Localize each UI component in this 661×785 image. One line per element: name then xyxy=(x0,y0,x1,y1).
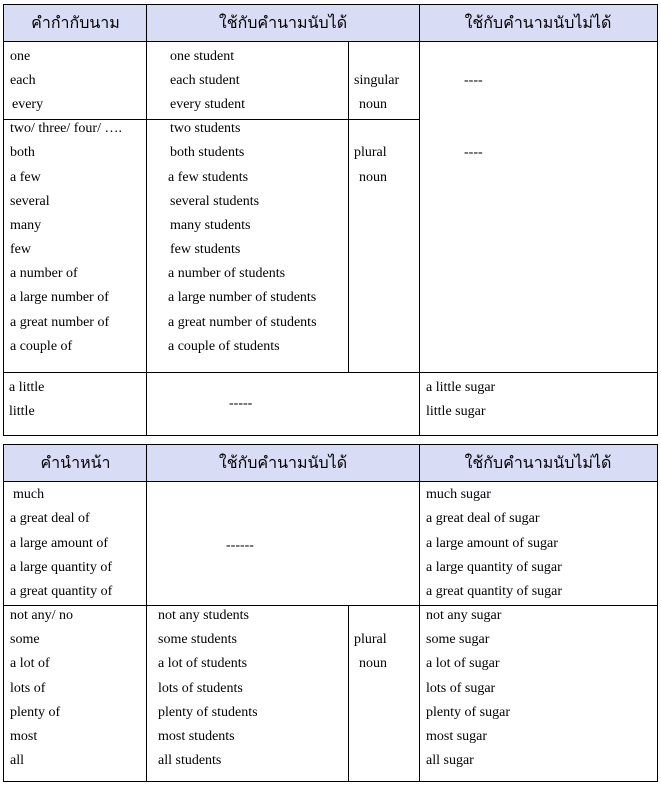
example-text: all students xyxy=(158,753,222,768)
determiner-text: all xyxy=(10,753,24,768)
header-uncountable: ใช้กับคำนามนับไม่ได้ xyxy=(464,13,612,32)
determiner-text: much xyxy=(13,487,45,502)
countable-dash: ------ xyxy=(226,538,254,553)
header-determiner: คำนำหน้า xyxy=(40,453,111,472)
determiner-text: both xyxy=(10,145,35,160)
uncountable-example: little sugar xyxy=(426,404,486,419)
determiner-text: a large number of xyxy=(10,290,109,305)
determiner-text: one xyxy=(10,49,31,64)
table-header-row xyxy=(4,445,657,482)
example-text: several students xyxy=(170,194,260,209)
uncountable-dash: ---- xyxy=(464,73,483,88)
example-text: each student xyxy=(170,73,240,88)
noun-type-text: singular xyxy=(354,73,400,88)
noun-type-text: noun xyxy=(359,97,387,112)
determiner-text: many xyxy=(10,218,42,233)
determiner-text: a little xyxy=(9,380,45,395)
determiner-text: few xyxy=(10,242,31,257)
determiner-text: each xyxy=(10,73,36,88)
determiner-text: lots of xyxy=(10,681,46,696)
column-divider xyxy=(419,5,420,435)
example-text: most students xyxy=(158,729,235,744)
uncountable-example: lots of sugar xyxy=(426,681,496,696)
example-text: a number of students xyxy=(168,266,286,281)
example-text: a couple of students xyxy=(168,339,280,354)
noun-type-text: plural xyxy=(354,145,387,160)
noun-type-text: noun xyxy=(359,656,387,671)
determiner-text: most xyxy=(10,729,38,744)
example-text: few students xyxy=(170,242,241,257)
example-text: a lot of students xyxy=(158,656,248,671)
uncountable-example: a large amount of sugar xyxy=(426,536,558,551)
uncountable-example: plenty of sugar xyxy=(426,705,510,720)
example-text: one student xyxy=(170,49,235,64)
table-header-row xyxy=(4,5,657,42)
example-text: two students xyxy=(170,121,241,136)
example-text: lots of students xyxy=(158,681,243,696)
header-countable: ใช้กับคำนามนับได้ xyxy=(218,13,348,32)
uncountable-example: most sugar xyxy=(426,729,488,744)
example-text: a few students xyxy=(168,170,249,185)
determiner-text: a number of xyxy=(10,266,78,281)
determiner-text: a great quantity of xyxy=(10,584,113,599)
determiner-text: a large amount of xyxy=(10,536,109,551)
determiner-text: a great number of xyxy=(10,315,110,330)
column-divider xyxy=(348,605,349,781)
example-text: many students xyxy=(170,218,251,233)
determiner-text: a great deal of xyxy=(10,511,90,526)
determiner-table-1 xyxy=(3,4,658,436)
example-text: a large number of students xyxy=(168,290,317,305)
uncountable-example: a great quantity of sugar xyxy=(426,584,563,599)
determiner-text: every xyxy=(12,97,44,112)
determiner-text: several xyxy=(10,194,50,209)
column-divider xyxy=(146,445,147,781)
example-text: not any students xyxy=(158,608,249,623)
uncountable-example: not any sugar xyxy=(426,608,502,623)
uncountable-example: a large quantity of sugar xyxy=(426,560,562,575)
determiner-text: a lot of xyxy=(10,656,50,671)
countable-dash: ----- xyxy=(229,396,253,411)
determiner-text: little xyxy=(9,404,35,419)
determiner-text: a couple of xyxy=(10,339,73,354)
header-countable: ใช้กับคำนามนับได้ xyxy=(218,453,348,472)
example-text: both students xyxy=(170,145,245,160)
noun-type-text: noun xyxy=(359,170,387,185)
example-text: every student xyxy=(170,97,246,112)
determiner-table-2 xyxy=(3,444,658,782)
row-divider xyxy=(4,605,657,606)
determiner-text: some xyxy=(10,632,40,647)
uncountable-example: a little sugar xyxy=(426,380,496,395)
uncountable-example: some sugar xyxy=(426,632,490,647)
example-text: some students xyxy=(158,632,237,647)
determiner-text: two/ three/ four/ …. xyxy=(10,121,122,136)
determiner-text: a large quantity of xyxy=(10,560,112,575)
uncountable-example: all sugar xyxy=(426,753,474,768)
uncountable-example: a lot of sugar xyxy=(426,656,500,671)
uncountable-example: a great deal of sugar xyxy=(426,511,540,526)
column-divider xyxy=(348,41,349,372)
column-divider xyxy=(419,445,420,781)
uncountable-example: much sugar xyxy=(426,487,491,502)
example-text: a great number of students xyxy=(168,315,317,330)
column-divider xyxy=(146,5,147,435)
uncountable-dash: ---- xyxy=(464,145,483,160)
determiner-text: not any/ no xyxy=(10,608,73,623)
noun-type-text: plural xyxy=(354,632,387,647)
row-divider xyxy=(4,372,657,373)
header-uncountable: ใช้กับคำนามนับไม่ได้ xyxy=(464,453,612,472)
example-text: plenty of students xyxy=(158,705,258,720)
determiner-text: a few xyxy=(10,170,41,185)
determiner-text: plenty of xyxy=(10,705,61,720)
row-divider xyxy=(4,119,419,120)
header-determiner: คำกำกับนาม xyxy=(31,13,120,32)
